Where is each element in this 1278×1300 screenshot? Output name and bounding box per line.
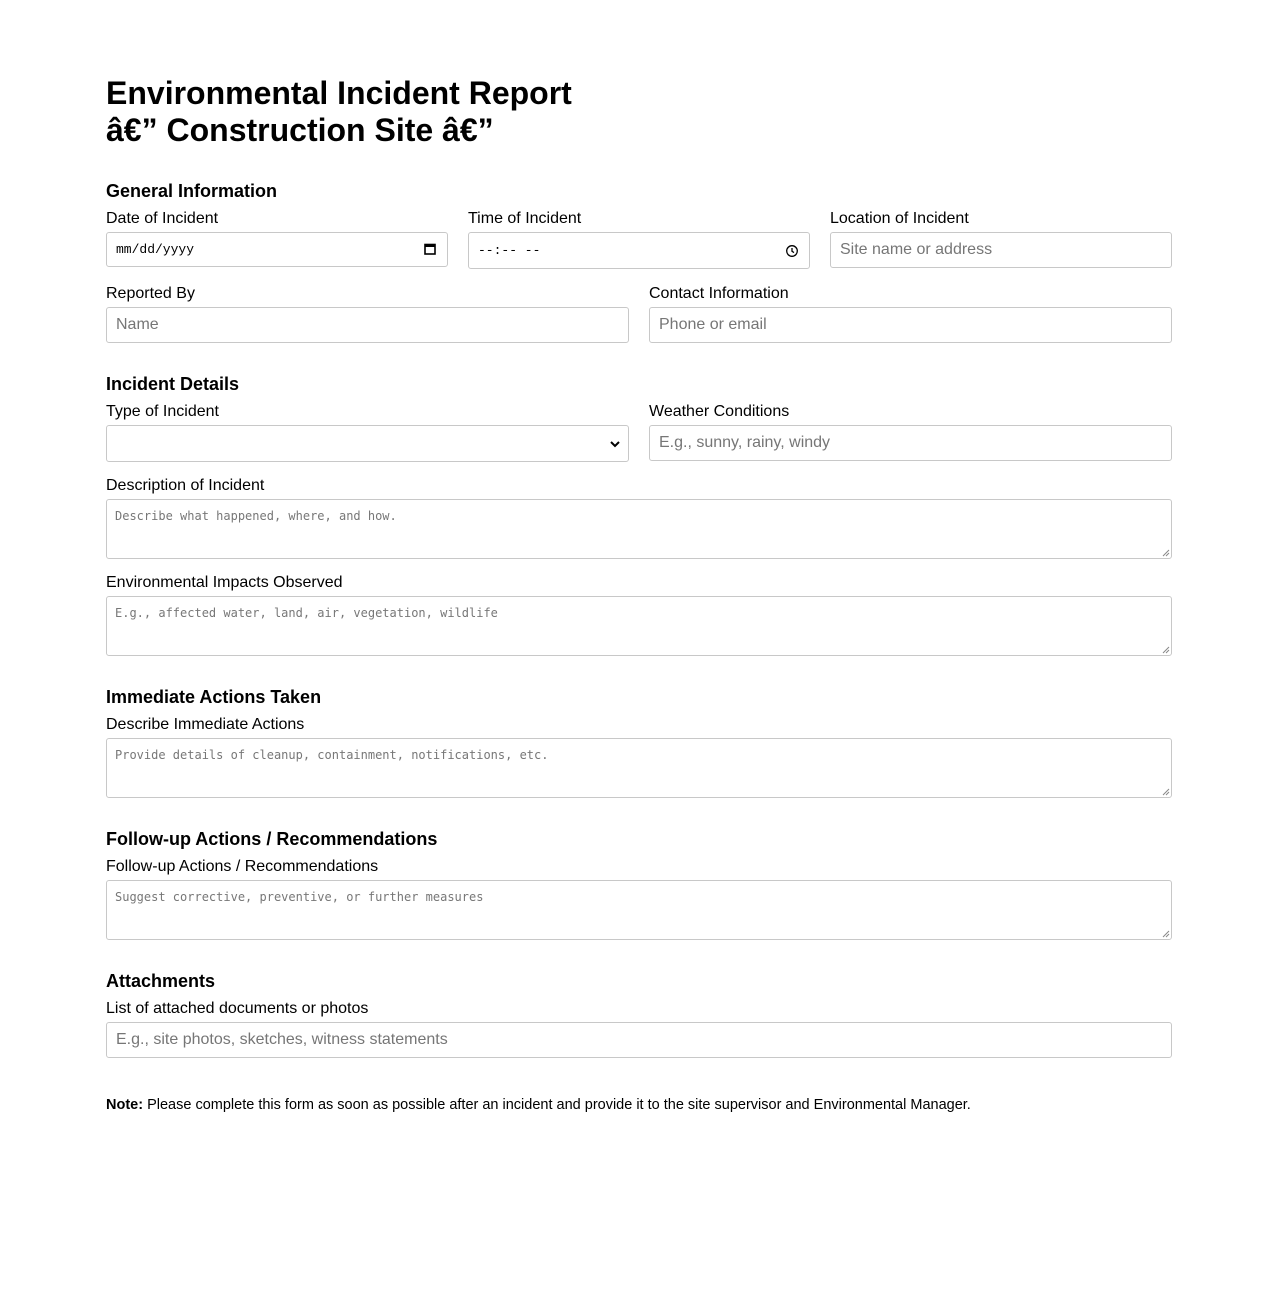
weather-label: Weather Conditions	[649, 403, 790, 420]
chevron-down-icon[interactable]	[608, 437, 622, 451]
impacts-label: Environmental Impacts Observed	[106, 574, 343, 591]
contact-input[interactable]	[649, 307, 1172, 343]
section-heading-followup: Follow-up Actions / Recommendations	[106, 829, 438, 849]
clock-icon[interactable]	[785, 244, 799, 258]
followup-label: Follow-up Actions / Recommendations	[106, 858, 379, 875]
date-placeholder: mm/dd/yyyy	[116, 242, 195, 257]
section-heading-details: Incident Details	[106, 374, 240, 394]
attachments-placeholder: E.g., site photos, sketches, witness statements	[116, 1031, 448, 1048]
reported-by-input[interactable]	[106, 307, 629, 343]
resize-handle-icon[interactable]	[1162, 549, 1170, 557]
immediate-actions-placeholder: Provide details of cleanup, containment, notifications, etc.	[115, 748, 549, 762]
weather-input[interactable]	[649, 425, 1172, 461]
title-line-1: Environmental Incident Report	[106, 75, 572, 111]
immediate-actions-label: Describe Immediate Actions	[106, 716, 305, 733]
description-textarea[interactable]	[106, 499, 1172, 559]
time-label: Time of Incident	[468, 210, 582, 227]
impacts-placeholder: E.g., affected water, land, air, vegetation, wildlife	[115, 606, 498, 620]
location-input[interactable]	[830, 232, 1172, 268]
note-text: Please complete this form as soon as possible after an incident and provide it to the site supervisor and Environmental Manager.	[143, 1097, 971, 1113]
reported-by-label: Reported By	[106, 285, 195, 302]
impacts-textarea[interactable]	[106, 596, 1172, 656]
date-label: Date of Incident	[106, 210, 219, 227]
date-input[interactable]	[106, 232, 448, 267]
calendar-icon[interactable]	[423, 242, 437, 256]
description-label: Description of Incident	[106, 477, 265, 494]
incident-type-select[interactable]	[106, 425, 629, 462]
reported-by-placeholder: Name	[116, 316, 159, 333]
immediate-actions-textarea[interactable]	[106, 738, 1172, 798]
time-placeholder: --:-- --	[478, 243, 541, 258]
incident-type-label: Type of Incident	[106, 403, 219, 420]
section-heading-attachments: Attachments	[106, 971, 216, 991]
weather-placeholder: E.g., sunny, rainy, windy	[659, 434, 831, 451]
resize-handle-icon[interactable]	[1162, 646, 1170, 654]
description-placeholder: Describe what happened, where, and how.	[115, 509, 397, 523]
attachments-input[interactable]	[106, 1022, 1172, 1058]
form-note	[106, 1097, 971, 1113]
section-heading-general: General Information	[106, 181, 278, 201]
section-heading-immediate: Immediate Actions Taken	[106, 687, 322, 707]
time-input[interactable]	[468, 232, 810, 269]
resize-handle-icon[interactable]	[1162, 930, 1170, 938]
title-line-2: â€” Construction Site â€”	[106, 112, 494, 148]
location-placeholder: Site name or address	[840, 241, 993, 258]
followup-textarea[interactable]	[106, 880, 1172, 940]
attachments-label: List of attached documents or photos	[106, 1000, 369, 1017]
page-title	[106, 75, 626, 149]
resize-handle-icon[interactable]	[1162, 788, 1170, 796]
followup-placeholder: Suggest corrective, preventive, or further measures	[115, 890, 484, 904]
contact-label: Contact Information	[649, 285, 789, 302]
note-label: Note:	[106, 1097, 144, 1113]
contact-placeholder: Phone or email	[659, 316, 767, 333]
location-label: Location of Incident	[830, 210, 969, 227]
